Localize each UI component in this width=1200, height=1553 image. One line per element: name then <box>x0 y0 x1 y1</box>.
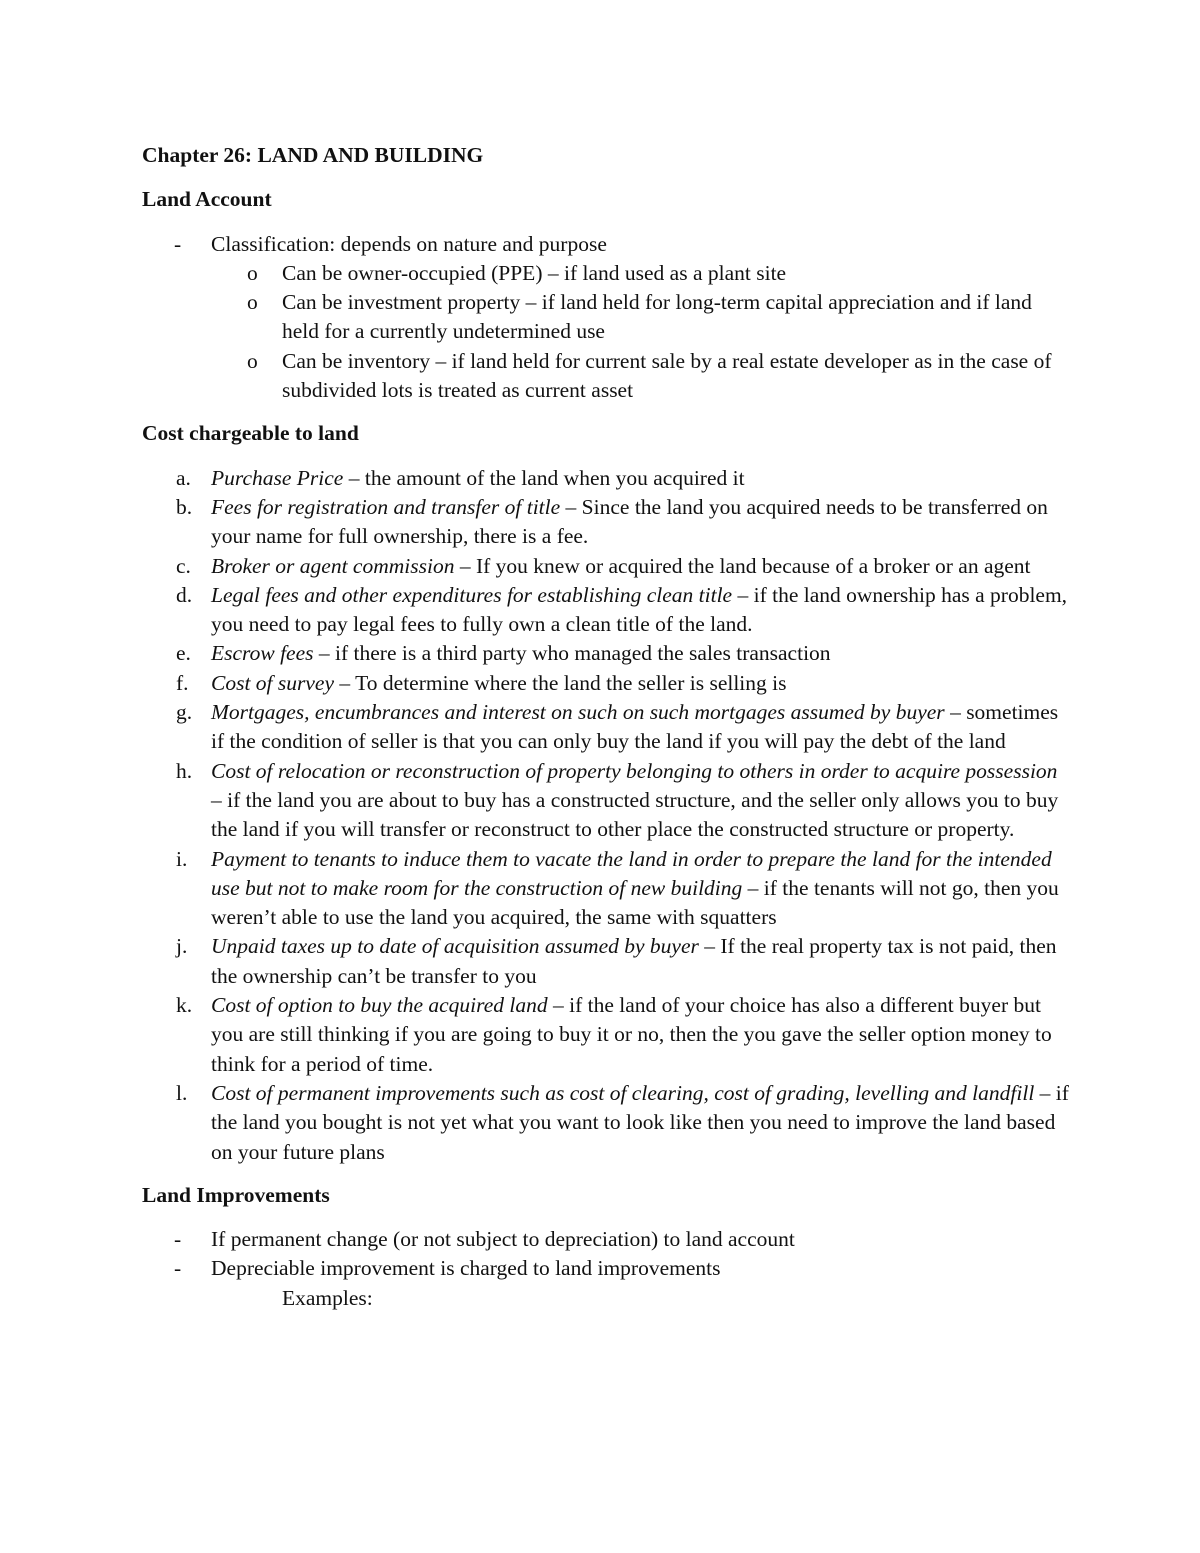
list-item <box>142 1254 1072 1283</box>
cost-term: Cost of option to buy the acquired land <box>211 993 548 1018</box>
cost-term: Legal fees and other expenditures for establishing clean title <box>211 582 733 607</box>
cost-term: Mortgages, encumbrances and interest on such on such mortgages assumed by buyer <box>211 700 945 725</box>
list-marker: g. <box>176 700 193 725</box>
land-improvements-heading: Land Improvements <box>142 1182 330 1207</box>
list-marker: i. <box>176 846 188 871</box>
list-marker: h. <box>176 758 193 783</box>
list-item-text: Depreciable improvement is charged to land improvements <box>211 1256 721 1281</box>
list-item <box>142 230 1072 406</box>
list-item <box>142 669 1072 698</box>
dash-bullet: - <box>174 231 182 256</box>
list-marker: d. <box>176 582 193 607</box>
cost-chargeable-list <box>142 464 1072 1167</box>
dash-bullet: - <box>174 1256 182 1281</box>
list-item-text: If permanent change (or not subject to depreciation) to land account <box>211 1227 795 1252</box>
cost-description: – Since the land you acquired needs to be transferred on your name for full ownership, there is a fee. <box>211 494 1048 549</box>
circle-bullet: o <box>247 260 258 285</box>
list-item <box>142 464 1072 493</box>
circle-bullet: o <box>247 290 258 315</box>
cost-description: – if the land of your choice has also a different buyer but you are still thinking if you are going to buy it or no, then the you gave the seller option money to think for a period of time. <box>211 993 1052 1076</box>
list-item-text: Classification: depends on nature and purpose <box>211 231 607 256</box>
list-item <box>142 932 1072 991</box>
list-marker: j. <box>176 934 188 959</box>
sub-list-item <box>142 259 1072 288</box>
list-item <box>142 1079 1072 1167</box>
list-item <box>142 698 1072 757</box>
cost-description: – if the land ownership has a problem, you need to pay legal fees to fully own a clean title of the land. <box>211 582 1068 637</box>
classification-sub-list <box>211 259 1072 405</box>
chapter-title: Chapter 26: LAND AND BUILDING <box>142 143 484 167</box>
list-item <box>142 581 1072 640</box>
cost-term: Escrow fees <box>211 641 314 666</box>
list-item <box>142 845 1072 933</box>
examples-label: Examples: <box>282 1285 373 1310</box>
list-marker: l. <box>176 1080 188 1105</box>
cost-term: Unpaid taxes up to date of acquisition assumed by buyer <box>211 934 699 959</box>
cost-chargeable-heading: Cost chargeable to land <box>142 421 359 446</box>
list-item <box>142 991 1072 1079</box>
land-account-heading: Land Account <box>142 187 272 212</box>
list-marker: e. <box>176 641 191 666</box>
cost-term: Payment to tenants to induce them to vacate the land in order to prepare the land for the intended use but not to make room for the construction of new building <box>211 846 1052 900</box>
circle-bullet: o <box>247 348 258 373</box>
cost-description: – if the land you are about to buy has a constructed structure, and the seller only allows you to buy the land if you will transfer or reconstruct to other place the constructed structure or property. <box>211 787 1059 842</box>
sub-list-item <box>142 347 1072 406</box>
cost-description: – the amount of the land when you acquired it <box>343 465 745 490</box>
cost-description: – If you knew or acquired the land because of a broker or an agent <box>454 553 1031 578</box>
list-marker: k. <box>176 993 193 1018</box>
list-item <box>142 757 1072 845</box>
cost-term: Cost of survey <box>211 670 335 695</box>
cost-description: – sometimes if the condition of seller is that you can only buy the land if you will pay the debt of the land <box>211 700 1059 754</box>
document-page <box>142 141 1072 1313</box>
list-marker: f. <box>176 670 189 695</box>
cost-term: Fees for registration and transfer of title <box>211 494 561 519</box>
sub-item-text: Can be inventory – if land held for current sale by a real estate developer as in the case of subdivided lots is treated as current asset <box>282 348 1052 403</box>
list-item <box>142 552 1072 581</box>
sub-list-item <box>142 288 1072 347</box>
cost-term: Broker or agent commission <box>211 553 455 578</box>
cost-description: – if the land you bought is not yet what you want to look like then you need to improve the land based on your future plans <box>211 1080 1069 1164</box>
cost-description: – To determine where the land the seller is selling is <box>334 670 787 695</box>
land-improvements-list <box>142 1225 1072 1284</box>
cost-description: – if there is a third party who managed the sales transaction <box>313 641 831 666</box>
cost-term: Cost of permanent improvements such as cost of clearing, cost of grading, levelling and landfill <box>211 1080 1035 1105</box>
list-item <box>142 493 1072 552</box>
cost-description: – if the tenants will not go, then you weren’t able to use the land you acquired, the same with squatters <box>211 875 1059 930</box>
sub-item-text: Can be investment property – if land held for long-term capital appreciation and if land held for a currently undetermined use <box>282 290 1032 344</box>
list-marker: a. <box>176 465 191 490</box>
cost-term: Cost of relocation or reconstruction of property belonging to others in order to acquire possession <box>211 758 1058 783</box>
list-marker: b. <box>176 494 193 519</box>
land-account-list <box>142 230 1072 406</box>
dash-bullet: - <box>174 1227 182 1252</box>
list-item <box>142 639 1072 668</box>
cost-description: – If the real property tax is not paid, then the ownership can’t be transfer to you <box>211 934 1057 988</box>
sub-item-text: Can be owner-occupied (PPE) – if land used as a plant site <box>282 260 787 285</box>
cost-term: Purchase Price <box>211 465 344 490</box>
list-item <box>142 1225 1072 1254</box>
list-marker: c. <box>176 553 191 578</box>
